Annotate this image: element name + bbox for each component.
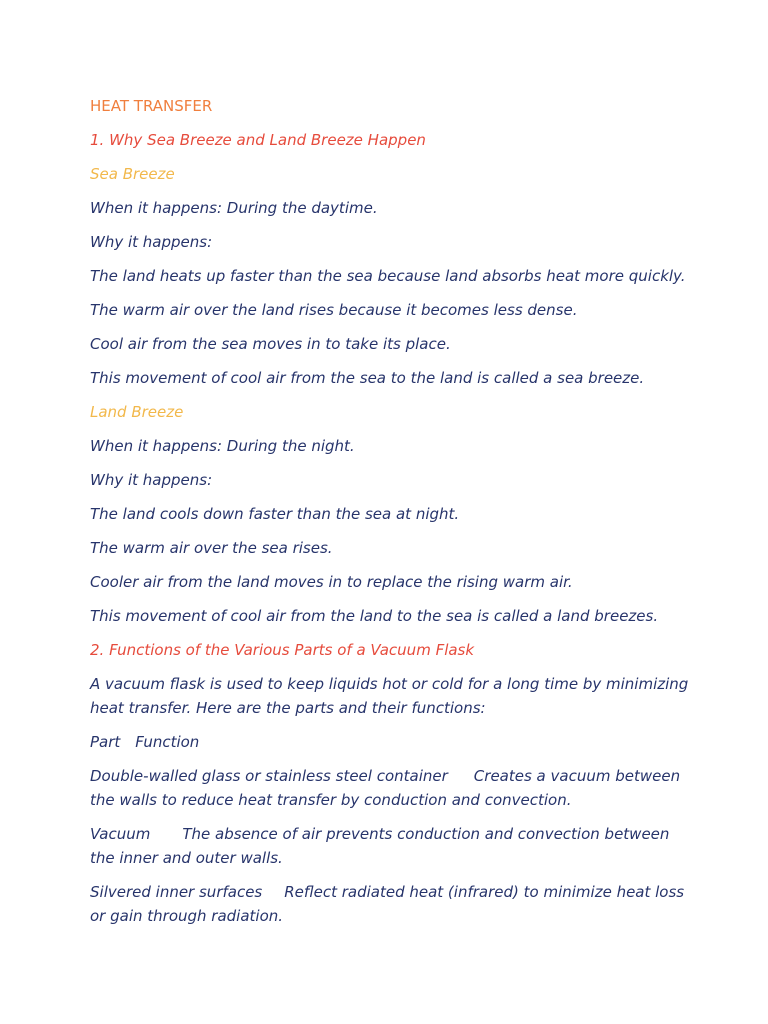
row-function: The absence of air prevents conduction and convection between the inner and outer walls. [90,825,670,867]
row-part: Double-walled glass or stainless steel container [90,767,448,785]
land-breeze-line: The land cools down faster than the sea at night. [90,505,460,523]
land-breeze-line: The warm air over the sea rises. [90,539,333,557]
land-breeze-line: This movement of cool air from the land to the sea is called a land breezes. [90,607,659,625]
section2-heading: 2. Functions of the Various Parts of a Vacuum Flask [90,641,475,659]
row-function: Reflect radiated heat (infrared) to minimize heat loss or gain through radiation. [90,883,685,925]
table-row [90,764,690,812]
land-breeze-line: Cooler air from the land moves in to replace the rising warm air. [90,573,573,591]
table-row [90,822,690,870]
sea-breeze-line: The warm air over the land rises because it becomes less dense. [90,301,578,319]
land-breeze-heading: Land Breeze [90,403,184,421]
section1-heading: 1. Why Sea Breeze and Land Breeze Happen [90,131,426,149]
document-page [90,94,690,938]
table-header-function: Function [135,733,200,751]
row-part: Silvered inner surfaces [90,883,263,901]
row-part: Vacuum [90,825,151,843]
sea-breeze-line: Why it happens: [90,233,213,251]
sea-breeze-line: This movement of cool air from the sea to the land is called a sea breeze. [90,369,645,387]
row-function: Creates a vacuum between the walls to reduce heat transfer by conduction and convection. [90,767,681,809]
table-header-part: Part [90,733,121,751]
sea-breeze-heading: Sea Breeze [90,165,175,183]
sea-breeze-line: Cool air from the sea moves in to take its place. [90,335,451,353]
vacuum-flask-intro: A vacuum flask is used to keep liquids hot or cold for a long time by minimizing heat transfer. Here are the parts and their functions: [90,675,689,717]
sea-breeze-line: The land heats up faster than the sea because land absorbs heat more quickly. [90,267,686,285]
document-title: HEAT TRANSFER [90,97,213,115]
sea-breeze-line: When it happens: During the daytime. [90,199,378,217]
land-breeze-line: Why it happens: [90,471,213,489]
land-breeze-line: When it happens: During the night. [90,437,355,455]
table-row [90,880,690,928]
table-header [90,730,690,754]
